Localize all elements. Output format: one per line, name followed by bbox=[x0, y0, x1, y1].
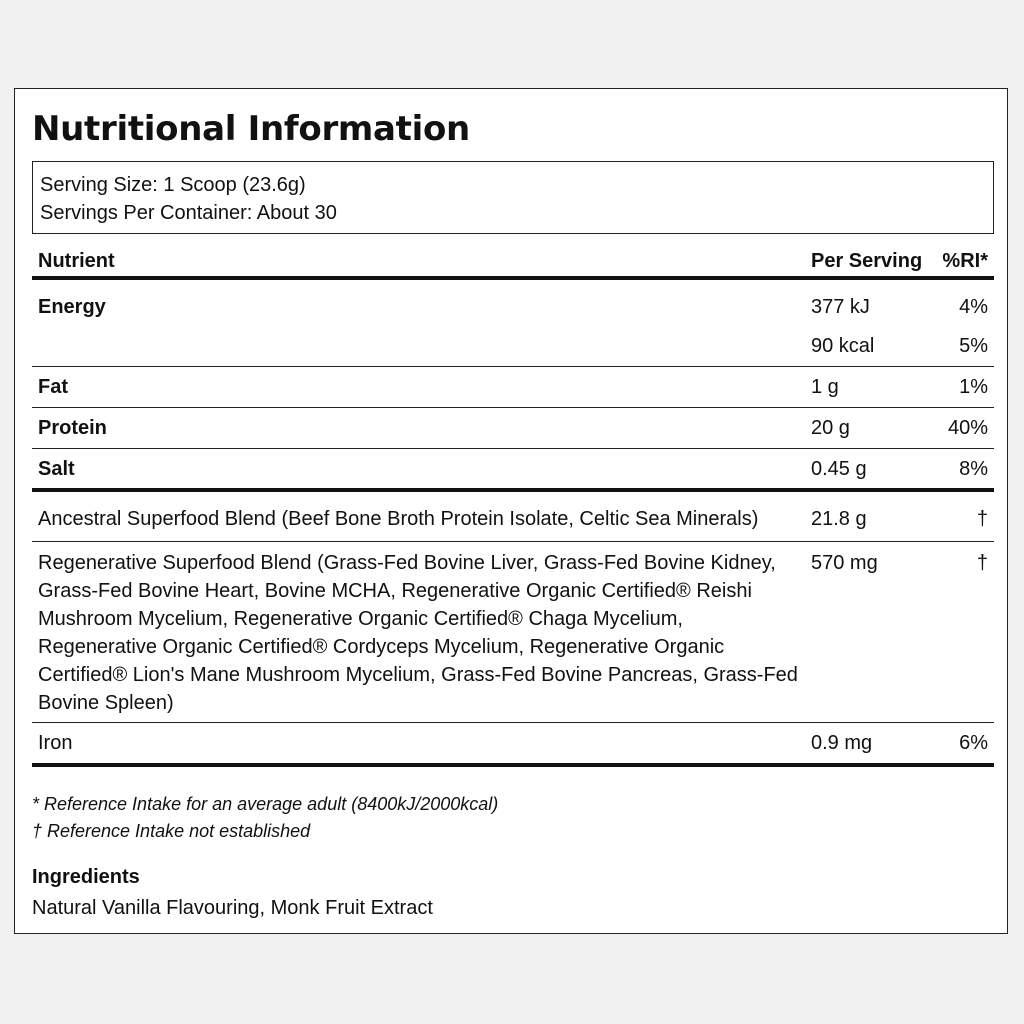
nutrient-ri: † bbox=[976, 508, 988, 530]
dagger-footnote: † Reference Intake not established bbox=[32, 821, 311, 841]
page-title: Nutritional Information bbox=[32, 109, 470, 149]
nutrition-panel bbox=[14, 88, 1008, 934]
nutrient-name: Protein bbox=[38, 417, 107, 439]
energy-kj-ri: 4% bbox=[959, 296, 988, 318]
header-nutrient: Nutrient bbox=[38, 250, 115, 272]
nutrient-name: Fat bbox=[38, 376, 68, 398]
ingredients-heading: Ingredients bbox=[32, 866, 140, 888]
table-row-salt bbox=[32, 449, 994, 492]
table-row-regenerative-blend bbox=[32, 542, 994, 723]
serving-info-box bbox=[32, 161, 994, 234]
nutrient-value: 1 g bbox=[811, 376, 839, 398]
table-row-protein bbox=[32, 408, 994, 449]
nutrient-ri: 40% bbox=[947, 417, 988, 439]
nutrient-name: Salt bbox=[38, 458, 75, 480]
table-row-iron bbox=[32, 723, 994, 767]
nutrient-name: Ancestral Superfood Blend (Beef Bone Broth Protein Isolate, Celtic Sea Minerals) bbox=[38, 508, 759, 530]
serving-size: Serving Size: 1 Scoop (23.6g) bbox=[40, 174, 306, 196]
footnotes bbox=[32, 791, 498, 845]
energy-kj: 377 kJ bbox=[811, 296, 870, 318]
nutrient-value: 0.9 mg bbox=[811, 732, 873, 754]
energy-kcal-ri: 5% bbox=[959, 335, 988, 357]
header-per-serving: Per Serving bbox=[811, 250, 923, 272]
nutrient-value: 21.8 g bbox=[811, 508, 867, 530]
nutrient-ri: 6% bbox=[959, 732, 988, 754]
servings-per-container: Servings Per Container: About 30 bbox=[40, 202, 337, 224]
energy-kcal: 90 kcal bbox=[811, 335, 875, 357]
table-header-row bbox=[32, 244, 994, 280]
nutrient-value: 0.45 g bbox=[811, 458, 867, 480]
ri-footnote: * Reference Intake for an average adult (8400kJ/2000kcal) bbox=[32, 794, 499, 814]
table-row-fat bbox=[32, 367, 994, 408]
table-row-energy bbox=[32, 280, 994, 367]
ingredients-text: Natural Vanilla Flavouring, Monk Fruit Extract bbox=[32, 897, 433, 919]
nutrient-name: Regenerative Superfood Blend (Grass-Fed Bovine Liver, Grass-Fed Bovine Kidney, Grass-Fed Bovine Heart, Bovine MCHA, Regenerative Organic Certified® Reishi Mushroom Mycelium, Regenerative Organic Certified® Chaga Mycelium, Regenerative Organic Certified® Cordyceps Mycelium, Regenerative Organic Certified® Lion's Mane Mushroom Mycelium, Grass-Fed Bovine Pancreas, Grass-Fed Bovine Spleen) bbox=[38, 552, 798, 714]
nutrient-name: Iron bbox=[38, 732, 73, 754]
nutrient-value: 570 mg bbox=[811, 552, 878, 574]
nutrient-value: 20 g bbox=[811, 417, 850, 439]
nutrient-ri: 8% bbox=[959, 458, 988, 480]
nutrient-ri: † bbox=[976, 552, 988, 574]
table-row-ancestral-blend bbox=[32, 492, 994, 542]
nutrient-ri: 1% bbox=[959, 376, 988, 398]
nutrient-name: Energy bbox=[38, 296, 106, 318]
header-ri: %RI* bbox=[942, 250, 988, 272]
nutrition-table bbox=[32, 244, 994, 767]
